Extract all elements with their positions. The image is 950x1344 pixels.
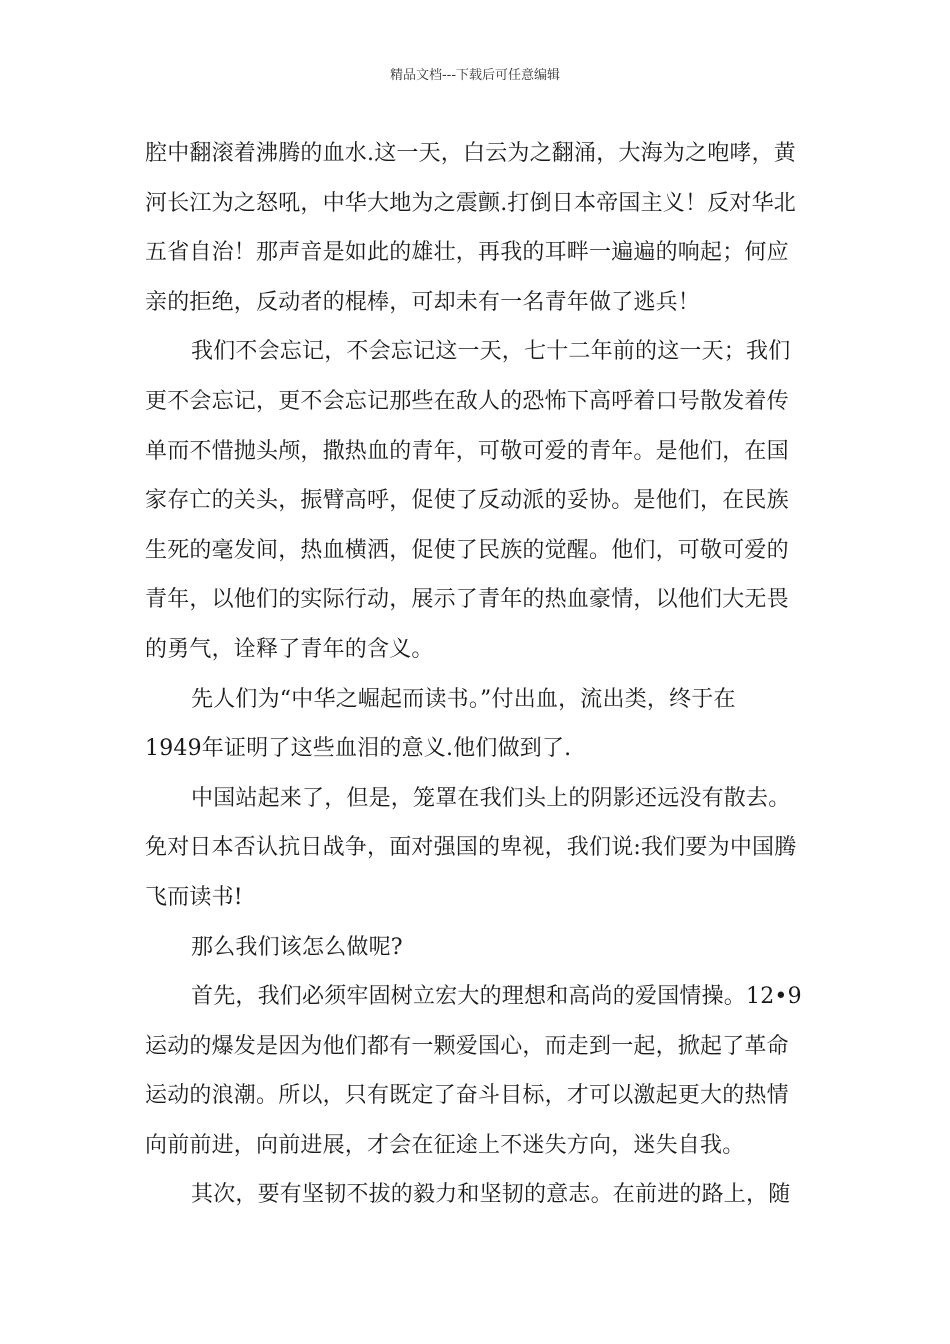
document-body <box>145 129 809 1220</box>
text-line: 青年，以他们的实际行动，展示了青年的热血豪情，以他们大无畏 <box>145 587 789 613</box>
text-line: 1949年证明了这些血泪的意义.他们做到了. <box>145 736 572 762</box>
text-line: 家存亡的关头，振臂高呼，促使了反动派的妥协。是他们，在民族 <box>145 488 789 514</box>
text-line: 生死的毫发间，热血横洒，促使了民族的觉醒。他们，可敬可爱的 <box>145 537 789 563</box>
text-line: 运动的爆发是因为他们都有一颗爱国心，而走到一起，掀起了革命 <box>145 1033 789 1059</box>
text-line: 那么我们该怎么做呢? <box>191 934 403 960</box>
page-header: 精品文档---下载后可任意编辑 <box>389 68 561 83</box>
text-line: 单而不惜抛头颅，撒热血的青年，可敬可爱的青年。是他们，在国 <box>145 438 789 464</box>
paragraph <box>145 972 809 1170</box>
text-line: 飞而读书! <box>145 884 243 910</box>
text-line: 向前前进，向前进展，才会在征途上不迷失方向，迷失自我。 <box>145 1132 745 1158</box>
text-line: 的勇气，诠释了青年的含义。 <box>145 636 434 662</box>
text-line: 首先，我们必须牢固树立宏大的理想和高尚的爱国情操。12•9 <box>191 984 802 1010</box>
text-line: 亲的拒绝，反动者的棍棒，可却未有一名青年做了逃兵！ <box>145 289 701 315</box>
text-line: 河长江为之怒吼，中华大地为之震颤.打倒日本帝国主义！反对华北 <box>145 190 796 216</box>
paragraph <box>145 327 809 674</box>
text-line: 腔中翻滚着沸腾的血水.这一天，白云为之翻涌，大海为之咆哮，黄 <box>145 141 796 166</box>
paragraph <box>145 1170 809 1220</box>
text-line: 运动的浪潮。所以，只有既定了奋斗目标，才可以激起更大的热情 <box>145 1083 789 1109</box>
text-line: 五省自治！那声音是如此的雄壮，再我的耳畔一遍遍的响起；何应 <box>145 240 789 266</box>
paragraph <box>145 129 809 327</box>
paragraph <box>145 675 809 774</box>
text-line: 其次，要有坚韧不拔的毅力和坚韧的意志。在前进的路上，随 <box>191 1182 791 1208</box>
text-line: 免对日本否认抗日战争，面对强国的卑视，我们说:我们要为中国腾 <box>145 835 797 861</box>
paragraph <box>145 774 809 923</box>
text-line: 中国站起来了，但是，笼罩在我们头上的阴影还远没有散去。 <box>191 785 791 811</box>
text-line: 先人们为“中华之崛起而读书。”付出血，流出类，终于在 <box>191 686 736 712</box>
text-line: 更不会忘记，更不会忘记那些在敌人的恐怖下高呼着口号散发着传 <box>145 388 789 414</box>
paragraph <box>145 923 809 973</box>
text-line: 我们不会忘记，不会忘记这一天，七十二年前的这一天；我们 <box>191 339 791 365</box>
